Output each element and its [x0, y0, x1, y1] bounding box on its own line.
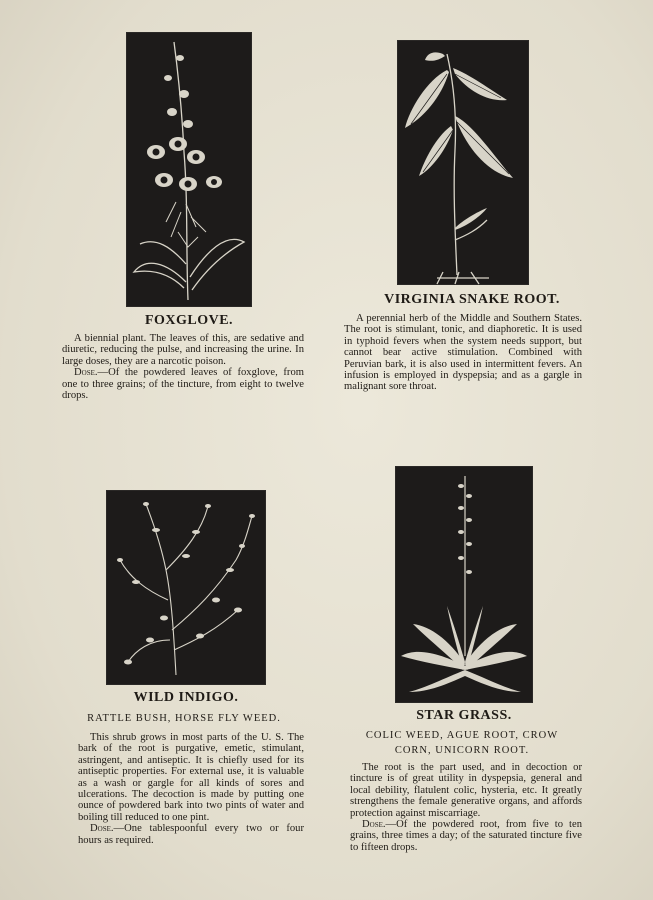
wild-indigo-dose: [78, 823, 304, 846]
foxglove-dose-text: —Of the powdered leaves of foxglove, from one to three grains; of the tincture, from eight to twelve drops.: [62, 367, 304, 402]
virginia-snake-root-text: [344, 313, 582, 393]
star-grass-description: The root is the part used, and in decoction or tincture is of great utility in dyspepsia, general and local debility, flatulent colic, hysteria, etc. It greatly strengthens the female generative organs, and affords protection against miscarriage.: [350, 762, 582, 819]
foxglove-dose: [62, 367, 304, 401]
virginia-snake-root-engraving: [397, 40, 529, 285]
star-grass-text: [350, 762, 582, 853]
wild-indigo-text: [78, 732, 304, 846]
foxglove-title: FOXGLOVE.: [144, 313, 234, 328]
star-grass-aka-line2: CORN, UNICORN ROOT.: [394, 745, 530, 756]
wild-indigo-description: This shrub grows in most parts of the U. S. The bark of the root is purgative, emetic, stimulant, astringent, and antiseptic. It is chiefly used for its antiseptic properties. For external use, it is valuable as a wash or gargle for all kinds of sores and ulcerations. The decoction is made by putting one ounce of powdered bark into two pints of water and boiling till reduced to one pint.: [78, 732, 304, 823]
virginia-snake-root-description: A perennial herb of the Middle and Southern States. The root is stimulant, tonic, and diaphoretic. It is used in typhoid fevers when the system needs support, but cannot bear active stimulation. Combined with Peruvian bark, it is also used in intermittent fevers. An infusion is employed in dyspepsia; and as a gargle in malignant sore throat.: [344, 313, 582, 393]
wild-indigo-title: WILD INDIGO.: [133, 690, 239, 705]
star-grass-engraving: [395, 466, 533, 703]
virginia-snake-root-illustration: [397, 40, 529, 285]
foxglove-text: [62, 333, 304, 401]
wild-indigo-dose-text: —One tablespoonful every two or four hours as required.: [78, 823, 304, 846]
star-grass-dose-label: Dose.: [362, 819, 386, 831]
wild-indigo-illustration: [106, 490, 266, 685]
foxglove-description: A biennial plant. The leaves of this, are sedative and diuretic, reducing the pulse, and increasing the urine. In large doses, they are a narcotic poison.: [62, 333, 304, 367]
virginia-snake-root-title: VIRGINIA SNAKE ROOT.: [384, 292, 560, 307]
star-grass-title: STAR GRASS.: [416, 708, 512, 723]
foxglove-dose-label: Dose.: [74, 367, 98, 379]
star-grass-dose-text: —Of the powdered root, from five to ten grains, three times a day; of the saturated tincture five to fifteen drops.: [350, 819, 582, 853]
star-grass-dose: [350, 819, 582, 853]
star-grass-aka: [340, 728, 584, 758]
foxglove-engraving: [126, 32, 252, 307]
star-grass-aka-line1: COLIC WEED, AGUE ROOT, CROW: [365, 730, 559, 741]
wild-indigo-engraving: [106, 490, 266, 685]
foxglove-illustration: [126, 32, 252, 307]
wild-indigo-aka: RATTLE BUSH, HORSE FLY WEED.: [87, 713, 281, 724]
star-grass-illustration: [395, 466, 533, 703]
wild-indigo-dose-label: Dose.: [90, 823, 114, 835]
